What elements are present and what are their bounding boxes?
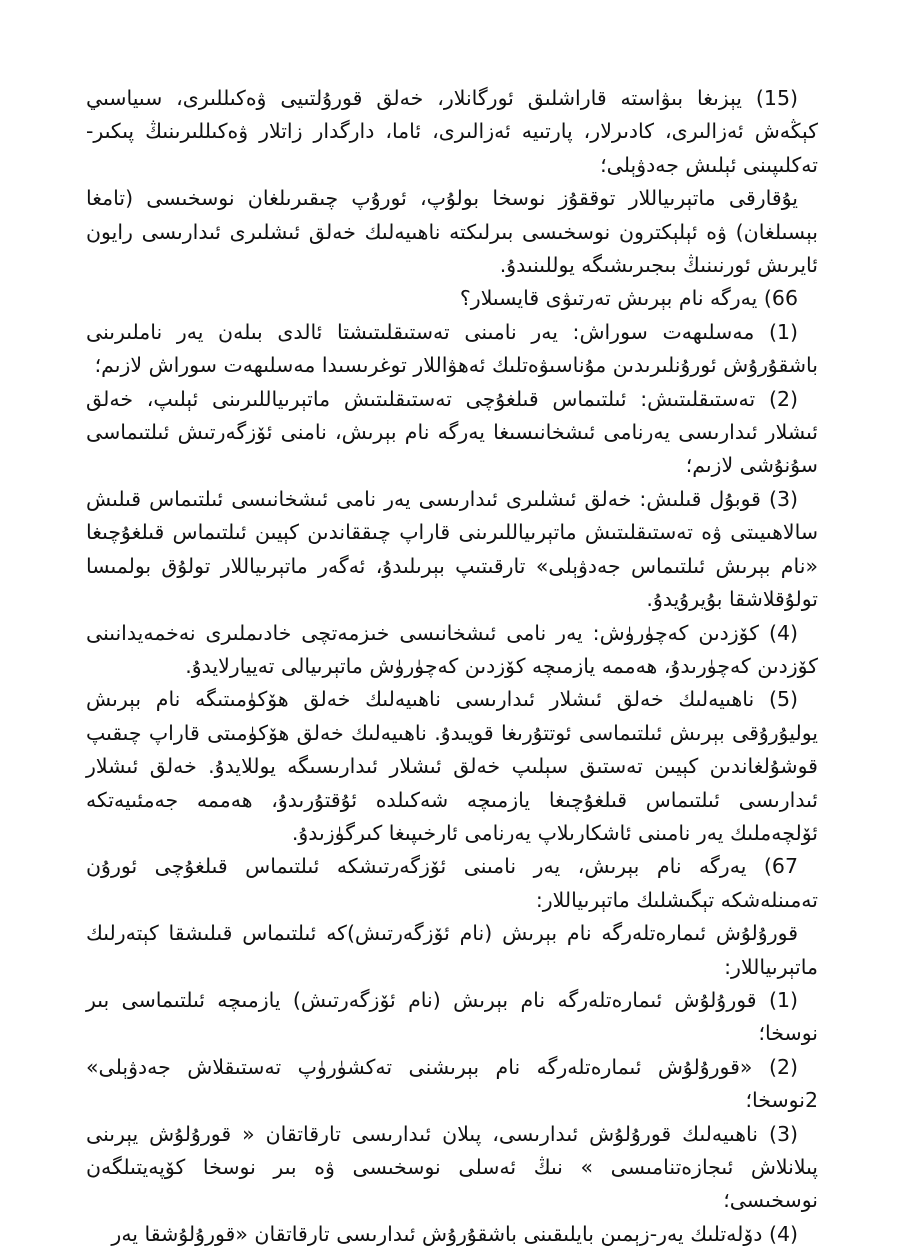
section-heading-67: 67) يەرگە نام بېرىش، يەر نامىنى ئۆزگەرتىشكە ئىلتىماس قىلغۇچى ئورۇن تەمىنلەشكە تېگىشلىك ماتېرىياللار:: [86, 854, 818, 912]
document-page: [86, 82, 818, 1251]
paragraph-material-3: (3) ناھىيەلىك قورۇلۇش ئىدارىسى، پىلان ئىدارىسى تارقاتقان « قورۇلۇش يېرىنى پىلانلاش ئىجازەتنامىسى » نىڭ ئەسلى نوسخىسى ۋە بىر نوسخا كۆپەيتىلگەن نوسخىسى؛: [86, 1121, 818, 1213]
paragraph-summary: يۇقارقى ماتېرىياللار توققۇز نوسخا بولۇپ، ئورۇپ چىقىرىلغان نوسخىسى (تامغا بېسىلغان) ۋە ئېلېكترون نوسخىسى بىرلىكتە ناھىيەلىك خەلق ئىشلىرى ئىدارىسى رايون ئايرىش ئورنىنىڭ بىجىرىشىگە يوللىنىدۇ.: [86, 186, 818, 278]
paragraph-material-4: (4) دۆلەتلىك يەر-زېمىن بايلىقىنى باشقۇرۇش ئىدارىسى تارقاتقان «قورۇلۇشقا يەر: [111, 1221, 798, 1246]
paragraph-materials-intro: قورۇلۇش ئىمارەتلەرگە نام بېرىش (نام ئۆزگەرتىش)كە ئىلتىماس قىلىشقا كېتەرلىك ماتېرىياللار:: [86, 921, 818, 979]
paragraph-step-2: (2) تەستىقلىتىش: ئىلتىماس قىلغۇچى تەستىقلىتىش ماتېرىياللىرىنى ئېلىپ، خەلق ئىشلار ئىدارىسى يەرنامى ئىشخانىسىغا يەرگە نام بېرىش، نامنى ئۆزگەرتىش ئىلتىماسى سۇنۇشى لازىم؛: [86, 386, 818, 478]
paragraph-material-2: (2) «قورۇلۇش ئىمارەتلەرگە نام بېرىشنى تەكشۈرۈپ تەستىقلاش جەدۋېلى» 2نوسخا؛: [86, 1054, 818, 1113]
paragraph-step-5: (5) ناھىيەلىك خەلق ئىشلار ئىدارىسى ناھىيەلىك خەلق ھۆكۈمىتىگە نام بېرىش يوليۇرۇقى بېرىش ئىلتىماسى ئوتتۇرىغا قويىدۇ. ناھىيەلىك خەلق ھۆكۈمىتى قاراپ چىقىپ قوشۇلغاندىن كېيىن تەستىق سېلىپ خەلق ئىشلار ئىدارىسىگە يوللايدۇ. خەلق ئىشلار ئىدارىسى ئىلتىماس قىلغۇچىغا يازمىچە شەكىلدە ئۇقتۇرىدۇ، ھەممە جەمئىيەتكە ئۆلچەملىك يەر نامىنى ئاشكارىلاپ يەرنامى ئارخىپىغا كىرگۈزىدۇ.: [86, 687, 818, 845]
section-heading-66: 66) يەرگە نام بېرىش تەرتىۋى قايسىلار؟: [459, 286, 798, 311]
paragraph-step-3: (3) قوبۇل قىلىش: خەلق ئىشلىرى ئىدارىسى يەر نامى ئىشخانىسى ئىلتىماس قىلىش سالاھىيىتى ۋە تەستىقلىتىش ماتېرىياللىرىنى قاراپ چىققاندىن كېيىن ئىلتىماس قىلغۇچىغا «نام بېرىش ئىلتىماس جەدۋېلى» تارقىتىپ بېرىلىدۇ، ئەگەر ماتېرىياللار تولۇق بولمىسا تولۇقلاشقا بۇيرۇيدۇ.: [86, 486, 818, 612]
paragraph-step-1: (1) مەسلىھەت سوراش: يەر نامىنى تەستىقلىتىشتا ئالدى بىلەن يەر ناملىرىنى باشقۇرۇش ئورۇنلىرىدىن مۇناسىۋەتلىك ئەھۋاللار توغرىسىدا مەسلىھەت سوراش لازىم؛: [86, 319, 818, 378]
paragraph-step-4: (4) كۆزدىن كەچۈرۈش: يەر نامى ئىشخانىسى خىزمەتچى خادىملىرى نەخمەيدانىنى كۆزدىن كەچۈرىدۇ، ھەممە يازمىچە كۆزدىن كەچۈرۈش ماتېرىيالى تەييارلايدۇ.: [86, 620, 818, 678]
paragraph-item-15: (15) يېزىغا بىۋاستە قاراشلىق ئورگانلار، خەلق قورۇلتىيى ۋەكىللىرى، سىياسىي كېڭەش ئەزالىرى، كادىرلار، پارتىيە ئەزالىرى، ئاما، دارگدار زاتلار ۋەكىللىرىنىڭ پىكىر-تەكلىپىنى ئېلىش جەدۋېلى؛: [86, 86, 818, 177]
paragraph-material-1: (1) قورۇلۇش ئىمارەتلەرگە نام بېرىش (نام ئۆزگەرتىش) يازمىچە ئىلتىماسى بىر نوسخا؛: [86, 987, 818, 1046]
